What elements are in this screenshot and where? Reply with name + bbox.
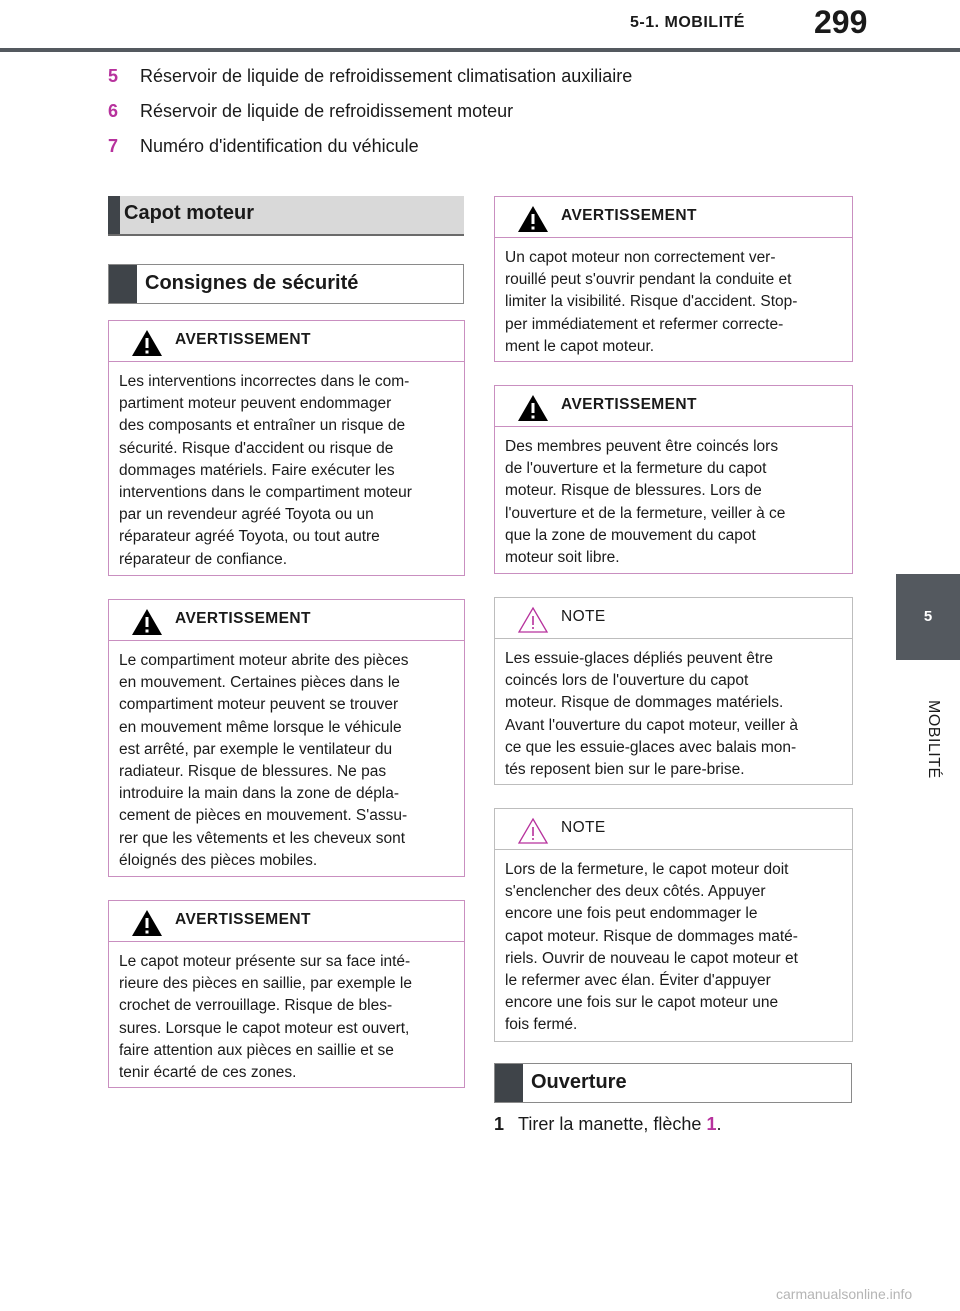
heading-bar bbox=[109, 265, 137, 303]
warning-box bbox=[494, 385, 853, 574]
warning-box bbox=[108, 320, 465, 576]
text-line: per immédiatement et refermer correcte- bbox=[505, 315, 784, 333]
text-line: en mouvement. Certaines pièces dans le bbox=[119, 674, 400, 692]
note-title: NOTE bbox=[561, 608, 606, 625]
text-line: sécurité. Risque d'accident ou risque de bbox=[119, 439, 394, 457]
chapter-tab-number: 5 bbox=[896, 574, 960, 660]
item-number: 5 bbox=[108, 66, 119, 86]
note-header bbox=[495, 598, 852, 639]
text-line: Lors de la fermeture, le capot moteur doit bbox=[505, 861, 789, 878]
chapter-tab-label: MOBILITÉ bbox=[925, 700, 942, 779]
text-line: tés reposent bien sur le pare-brise. bbox=[505, 761, 745, 779]
item-text: Réservoir de liquide de refroidissement moteur bbox=[140, 101, 514, 121]
item-number: 6 bbox=[108, 101, 119, 121]
text-line: cement de pièces en mouvement. S'assu- bbox=[119, 807, 408, 825]
item-text: Numéro d'identification du véhicule bbox=[140, 136, 419, 156]
page-number: 299 bbox=[814, 4, 868, 40]
warning-box bbox=[108, 599, 465, 877]
text-line: par un revendeur agréé Toyota ou un bbox=[119, 506, 374, 524]
text-line: Les interventions incorrectes dans le com- bbox=[119, 373, 410, 390]
step-end: . bbox=[716, 1114, 722, 1134]
text-line: partiment moteur peuvent endommager bbox=[119, 395, 392, 413]
text-line: riels. Ouvrir de nouveau le capot moteur et bbox=[505, 949, 798, 967]
warning-title: AVERTISSEMENT bbox=[175, 911, 311, 928]
heading-label: Consignes de sécurité bbox=[145, 272, 359, 294]
section-title: 5-1. MOBILITÉ bbox=[630, 14, 745, 31]
text-line: moteur. Risque de dommages matériels. bbox=[505, 694, 784, 712]
step-text: Tirer la manette, flèche bbox=[518, 1114, 707, 1134]
warning-header bbox=[495, 197, 852, 238]
text-line: coincés lors de l'ouverture du capot bbox=[505, 672, 749, 690]
note-box bbox=[494, 597, 853, 785]
note-box bbox=[494, 808, 853, 1042]
note-title: NOTE bbox=[561, 819, 606, 836]
text-line: interventions dans le compartiment moteur bbox=[119, 484, 412, 502]
text-line: fois fermé. bbox=[505, 1016, 578, 1034]
text-line: faire attention aux pièces en saillie et se bbox=[119, 1041, 394, 1059]
text-line: des composants et entraîner un risque de bbox=[119, 417, 406, 435]
section-heading-capot bbox=[108, 196, 464, 236]
warning-text bbox=[109, 641, 464, 872]
heading-bar bbox=[495, 1064, 523, 1102]
text-line: de l'ouverture et la fermeture du capot bbox=[505, 460, 767, 478]
watermark: carmanualsonline.info bbox=[776, 1286, 913, 1302]
text-line: radiateur. Risque de blessures. Ne pas bbox=[119, 763, 387, 781]
header-rule bbox=[0, 48, 960, 52]
note-text bbox=[495, 639, 852, 781]
warning-triangle-icon bbox=[131, 909, 163, 937]
text-line: sures. Lorsque le capot moteur est ouvert, bbox=[119, 1019, 410, 1037]
text-line: capot moteur. Risque de dommages maté- bbox=[505, 927, 798, 945]
text-line: Un capot moteur non correctement ver- bbox=[505, 249, 776, 266]
text-line: encore une fois sur le capot moteur une bbox=[505, 994, 779, 1012]
caution-triangle-icon bbox=[517, 606, 549, 634]
step-number: 1 bbox=[494, 1114, 505, 1134]
arrow-reference: 1 bbox=[706, 1114, 717, 1134]
warning-header bbox=[109, 901, 464, 942]
text-line: ment le capot moteur. bbox=[505, 337, 655, 355]
warning-triangle-icon bbox=[517, 205, 549, 233]
text-line: compartiment moteur peuvent se trouver bbox=[119, 696, 399, 714]
text-line: Des membres peuvent être coincés lors bbox=[505, 438, 779, 455]
warning-text bbox=[109, 362, 464, 571]
note-header bbox=[495, 809, 852, 850]
text-line: éloignés des pièces mobiles. bbox=[119, 851, 318, 869]
item-number: 7 bbox=[108, 136, 119, 156]
warning-title: AVERTISSEMENT bbox=[561, 207, 697, 224]
text-line: moteur soit libre. bbox=[505, 549, 620, 567]
warning-text bbox=[495, 427, 852, 569]
warning-text bbox=[495, 238, 852, 358]
text-line: est arrêté, par exemple le ventilateur du bbox=[119, 740, 393, 758]
subsection-heading-consignes bbox=[108, 264, 464, 304]
warning-title: AVERTISSEMENT bbox=[175, 610, 311, 627]
text-line: introduire la main dans la zone de dépla- bbox=[119, 785, 400, 803]
text-line: dommages matériels. Faire exécuter les bbox=[119, 461, 395, 479]
text-line: en mouvement même lorsque le véhicule bbox=[119, 718, 402, 736]
text-line: Le compartiment moteur abrite des pièces bbox=[119, 652, 409, 669]
caution-triangle-icon bbox=[517, 817, 549, 845]
text-line: rieure des pièces en saillie, par exemple le bbox=[119, 975, 412, 993]
warning-triangle-icon bbox=[131, 608, 163, 636]
heading-label: Capot moteur bbox=[124, 202, 254, 224]
warning-box bbox=[494, 196, 853, 362]
text-line: réparateur de confiance. bbox=[119, 550, 288, 568]
text-line: réparateur agréé Toyota, ou tout autre bbox=[119, 528, 380, 546]
note-text bbox=[495, 850, 852, 1037]
text-line: l'ouverture et de la fermeture, veiller à ce bbox=[505, 504, 786, 522]
warning-text bbox=[109, 942, 464, 1084]
item-text: Réservoir de liquide de refroidissement climatisation auxiliaire bbox=[140, 66, 633, 86]
text-line: rer que les vêtements et les cheveux sont bbox=[119, 829, 406, 847]
warning-triangle-icon bbox=[517, 394, 549, 422]
text-line: moteur. Risque de blessures. Lors de bbox=[505, 482, 762, 500]
text-line: Le capot moteur présente sur sa face inté- bbox=[119, 953, 411, 970]
text-line: le refermer avec élan. Éviter d'appuyer bbox=[505, 972, 771, 990]
warning-header bbox=[495, 386, 852, 427]
text-line: crochet de verrouillage. Risque de bles- bbox=[119, 997, 393, 1015]
text-line: tenir écarté de ces zones. bbox=[119, 1064, 297, 1082]
text-line: limiter la visibilité. Risque d'accident. Stop- bbox=[505, 293, 798, 311]
heading-label: Ouverture bbox=[531, 1071, 627, 1093]
text-line: ce que les essuie-glaces avec balais mon- bbox=[505, 738, 797, 756]
warning-box bbox=[108, 900, 465, 1088]
text-line: que la zone de mouvement du capot bbox=[505, 526, 756, 544]
procedure-step bbox=[494, 1114, 721, 1135]
subsection-heading-ouverture bbox=[494, 1063, 852, 1103]
heading-bar bbox=[108, 196, 120, 234]
text-line: Avant l'ouverture du capot moteur, veiller à bbox=[505, 716, 799, 734]
warning-title: AVERTISSEMENT bbox=[175, 331, 311, 348]
warning-triangle-icon bbox=[131, 329, 163, 357]
text-line: Les essuie-glaces dépliés peuvent être bbox=[505, 650, 773, 667]
text-line: s'enclencher des deux côtés. Appuyer bbox=[505, 883, 766, 901]
warning-header bbox=[109, 321, 464, 362]
text-line: encore une fois peut endommager le bbox=[505, 905, 758, 923]
warning-title: AVERTISSEMENT bbox=[561, 396, 697, 413]
text-line: rouillé peut s'ouvrir pendant la conduite et bbox=[505, 271, 792, 289]
warning-header bbox=[109, 600, 464, 641]
